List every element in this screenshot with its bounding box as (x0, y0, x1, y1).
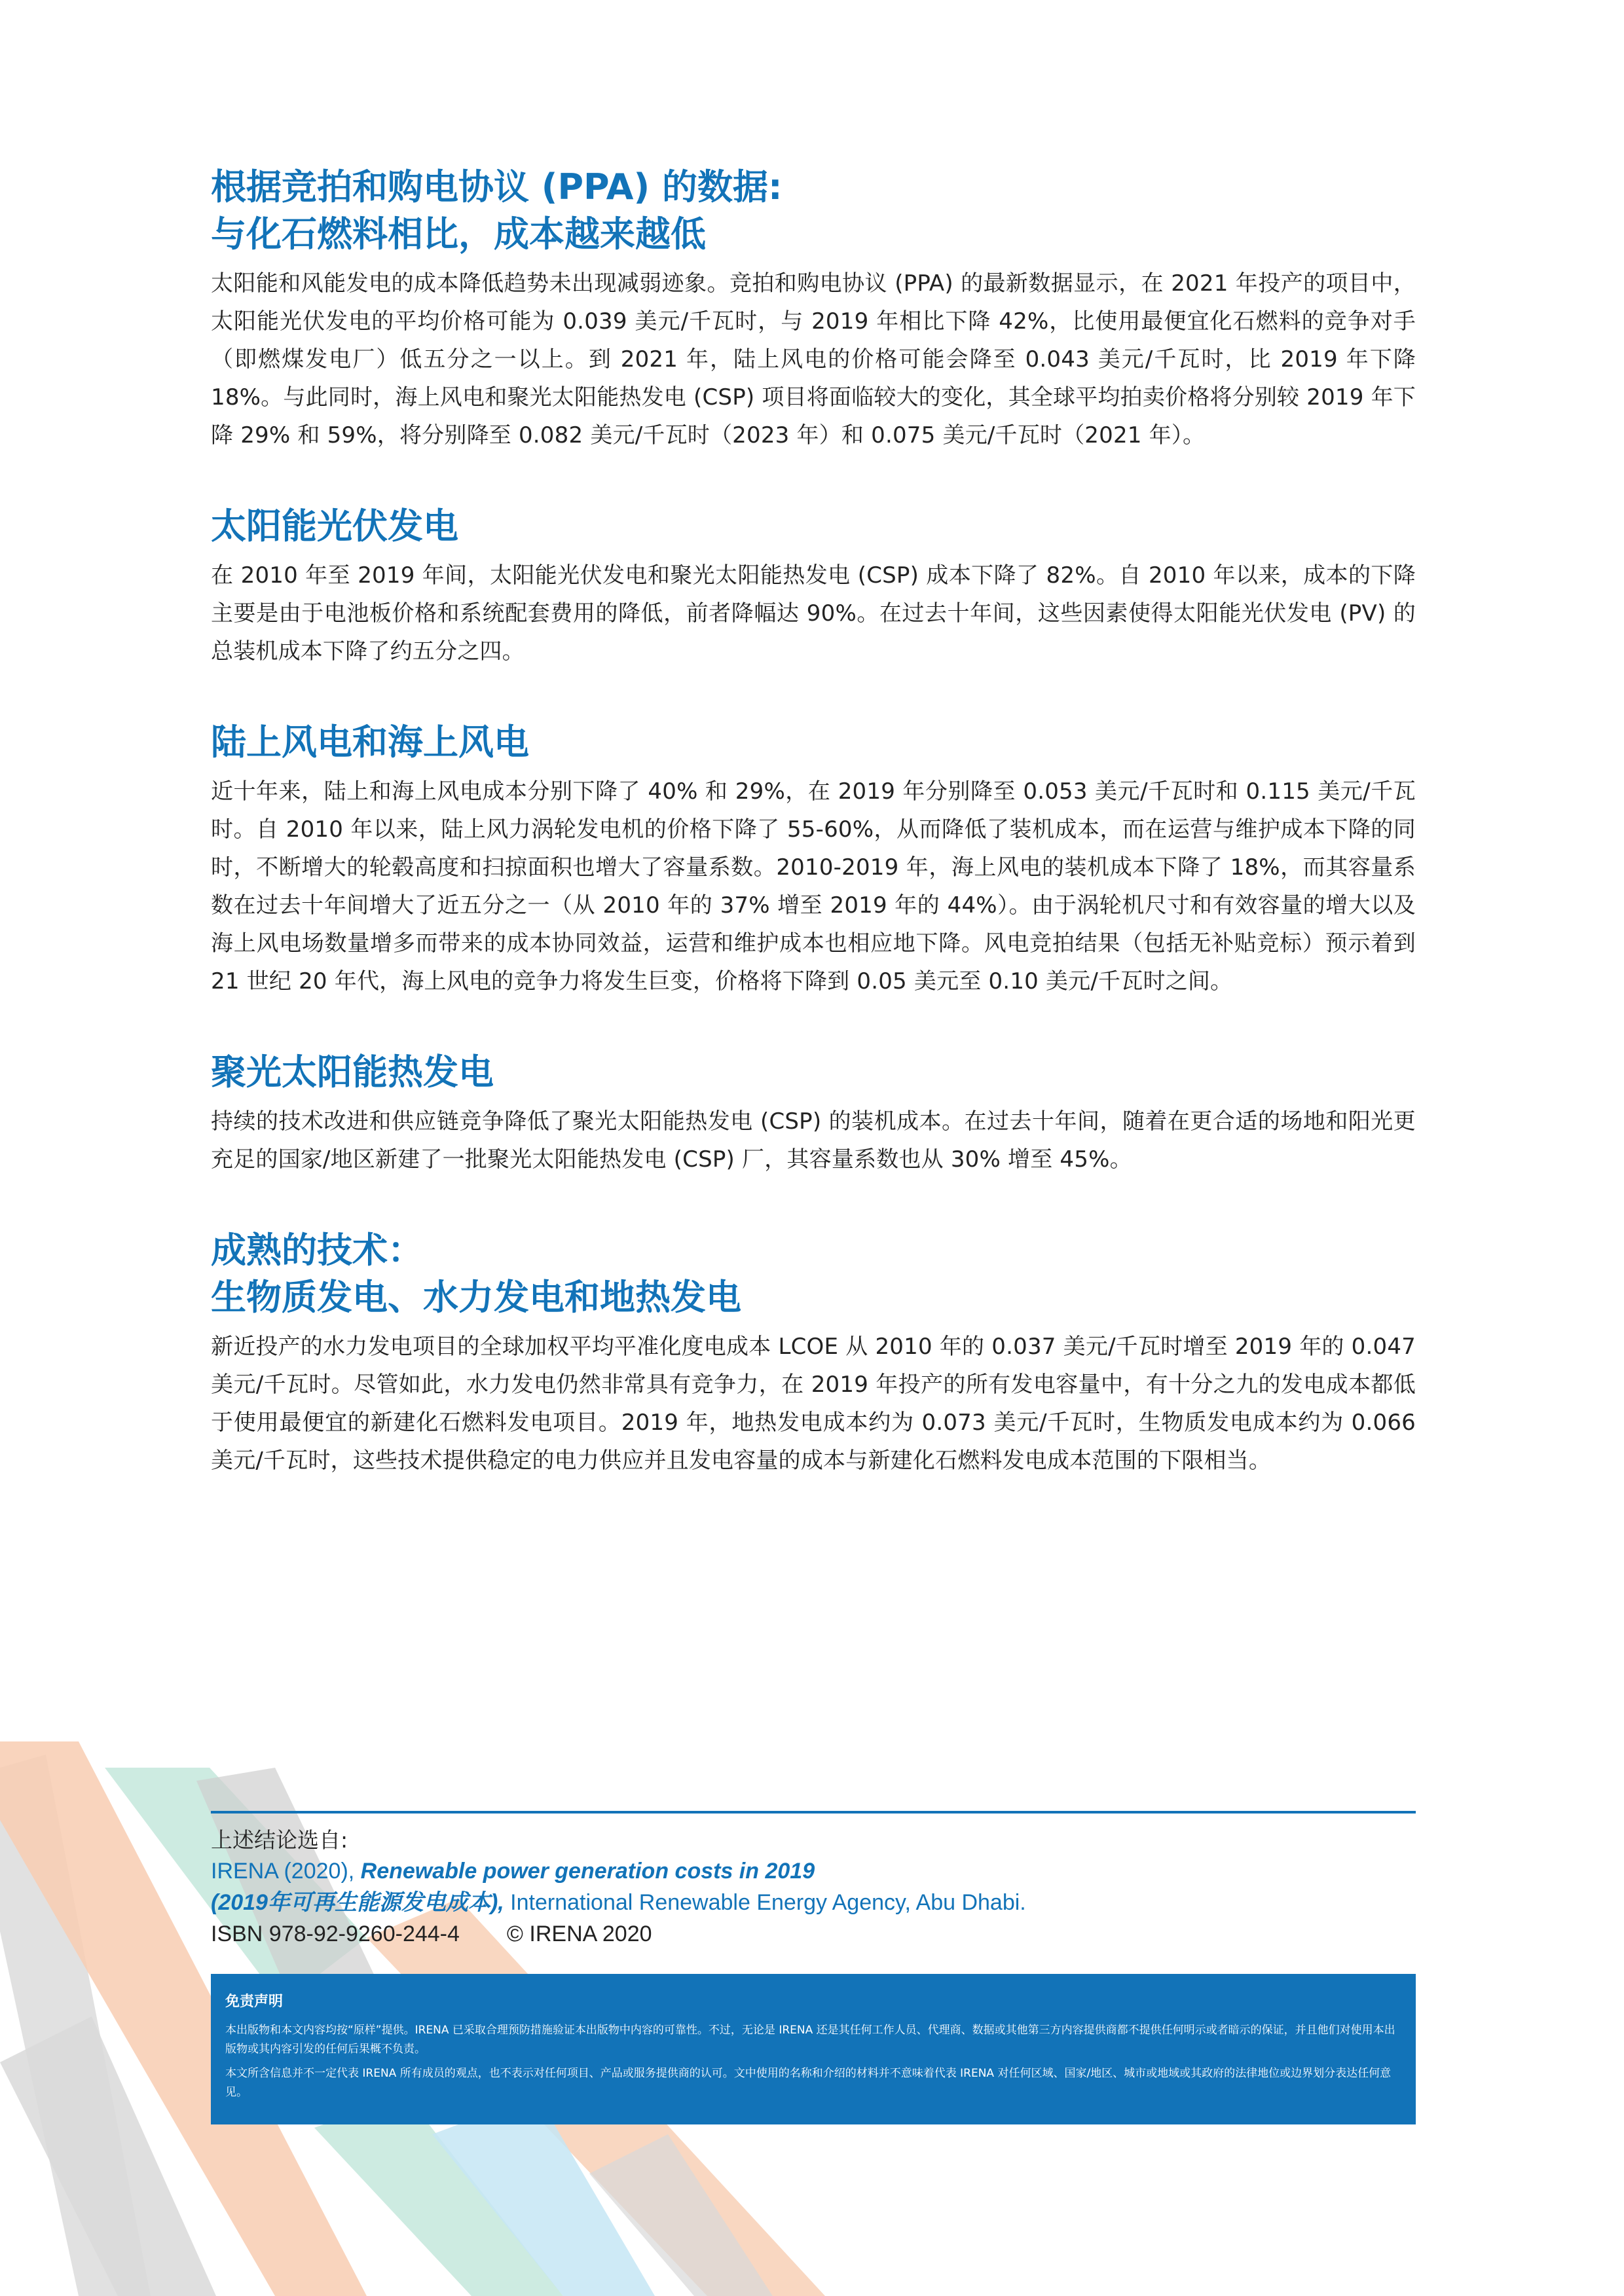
section-body: 近十年来，陆上和海上风电成本分别下降了 40% 和 29%，在 2019 年分别降至 0.053 美元/千瓦时和 0.115 美元/千瓦时。自 2010 年以来，陆上风力涡轮发电机的价格下降了 55-60%，从而降低了装机成本，而在运营与维护成本下降的同时，不断增大的轮毂高度和扫掠面积也增大了容量系数。2010-2019 年，海上风电的装机成本下降了 18%，而其容量系数在过去十年间增大了近五分之一（从 2010 年的 37% 增至 2019 年的 44%）。由于涡轮机尺寸和有效容量的增大以及海上风电场数量增多而带来的成本协同效益，运营和维护成本也相应地下降。风电竞拍结果（包括无补贴竞标）预示着到 21 世纪 20 年代，海上风电的竞争力将发生巨变，价格将下降到 0.05 美元至 0.10 美元/千瓦时之间。 (211, 778, 1416, 994)
isbn: ISBN 978-92-9260-244-4 (211, 1922, 460, 1946)
section-heading (211, 719, 1416, 766)
section-solar-pv (211, 503, 1416, 670)
section-wind (211, 719, 1416, 1000)
copyright: © IRENA 2020 (506, 1922, 652, 1946)
main-content (211, 164, 1416, 1480)
section-body: 新近投产的水力发电项目的全球加权平均平准化度电成本 LCOE 从 2010 年的 0.037 美元/千瓦时增至 2019 年的 0.047 美元/千瓦时。尽管如此，水力发电仍然非常具有竞争力，在 2019 年投产的所有发电容量中，有十分之九的发电成本都低于使用最便宜的新建化石燃料发电项目。2019 年，地热发电成本约为 0.073 美元/千瓦时，生物质发电成本约为 0.066 美元/千瓦时，这些技术提供稳定的电力供应并且发电容量的成本与新建化石燃料发电成本范围的下限相当。 (211, 1334, 1416, 1474)
section-heading (211, 503, 1416, 550)
disclaimer-title: 免责声明 (225, 1994, 284, 2010)
section-heading (211, 164, 1416, 258)
disclaimer-paragraph: 本文所含信息并不一定代表 IRENA 所有成员的观点，也不表示对任何项目、产品或服务提供商的认可。文中使用的名称和介绍的材料并不意味着代表 IRENA 对任何区域、国家/地区、城市或地域或其政府的法律地位或边界划分表达任何意见。 (225, 2067, 1392, 2099)
section-heading (211, 1227, 1416, 1321)
disclaimer-paragraph: 本出版物和本文内容均按“原样”提供。IRENA 已采取合理预防措施验证本出版物中内容的可靠性。不过，无论是 IRENA 还是其任何工作人员、代理商、数据或其他第三方内容提供商都不提供任何明示或者暗示的保证，并且他们对使用本出版物或其内容引发的任何后果概不负责。 (225, 2024, 1395, 2056)
source-block (211, 1811, 1416, 1950)
heading-line: 成熟的技术： (211, 1230, 423, 1271)
heading-line: 生物质发电、水力发电和地热发电 (211, 1277, 741, 1318)
section-body: 在 2010 年至 2019 年间，太阳能光伏发电和聚光太阳能热发电 (CSP) 成本下降了 82%。自 2010 年以来，成本的下降主要是由于电池板价格和系统配套费用的降低，前者降幅达 90%。在过去十年间，这些因素使得太阳能光伏发电 (PV) 的总装机成本下降了约五分之四。 (211, 562, 1416, 665)
citation-title: Renewable power generation costs in 2019 (360, 1859, 815, 1884)
section-csp (211, 1049, 1416, 1178)
disclaimer-box (211, 1974, 1416, 2124)
heading-line: 太阳能光伏发电 (211, 505, 458, 547)
heading-line: 与化石燃料相比，成本越来越低 (211, 213, 706, 255)
source-citation (211, 1855, 1416, 1887)
source-citation-cont (211, 1887, 1416, 1918)
heading-line: 聚光太阳能热发电 (211, 1051, 494, 1093)
section-body: 太阳能和风能发电的成本降低趋势未出现减弱迹象。竞拍和购电协议 (PPA) 的最新数据显示，在 2021 年投产的项目中，太阳能光伏发电的平均价格可能为 0.039 美元/千瓦时，与 2019 年相比下降 42%，比使用最便宜化石燃料的竞争对手（即燃煤发电厂）低五分之一以上。到 2021 年，陆上风电的价格可能会降至 0.043 美元/千瓦时，比 2019 年下降 18%。与此同时，海上风电和聚光太阳能热发电 (CSP) 项目将面临较大的变化，其全球平均拍卖价格将分别较 2019 年下降 29% 和 59%，将分别降至 0.082 美元/千瓦时（2023 年）和 0.075 美元/千瓦时（2021 年）。 (211, 270, 1416, 448)
section-ppa (211, 164, 1416, 454)
heading-line: 根据竞拍和购电协议 (PPA) 的数据: (211, 166, 783, 208)
heading-line: 陆上风电和海上风电 (211, 721, 529, 763)
section-body: 持续的技术改进和供应链竞争降低了聚光太阳能热发电 (CSP) 的装机成本。在过去十年间，随着在更合适的场地和阳光更充足的国家/地区新建了一批聚光太阳能热发电 (CSP) 厂，其容量系数也从 30% 增至 45%。 (211, 1108, 1416, 1173)
citation-suffix: International Renewable Energy Agency, Abu Dhabi. (504, 1890, 1026, 1915)
section-heading (211, 1049, 1416, 1096)
citation-title-cn: (2019年可再生能源发电成本), (211, 1890, 504, 1915)
citation-prefix: IRENA (2020), (211, 1859, 361, 1884)
source-isbn-line (211, 1918, 1416, 1950)
section-mature-tech (211, 1227, 1416, 1480)
divider-rule (211, 1811, 1416, 1813)
source-label: 上述结论选自: (211, 1827, 348, 1853)
